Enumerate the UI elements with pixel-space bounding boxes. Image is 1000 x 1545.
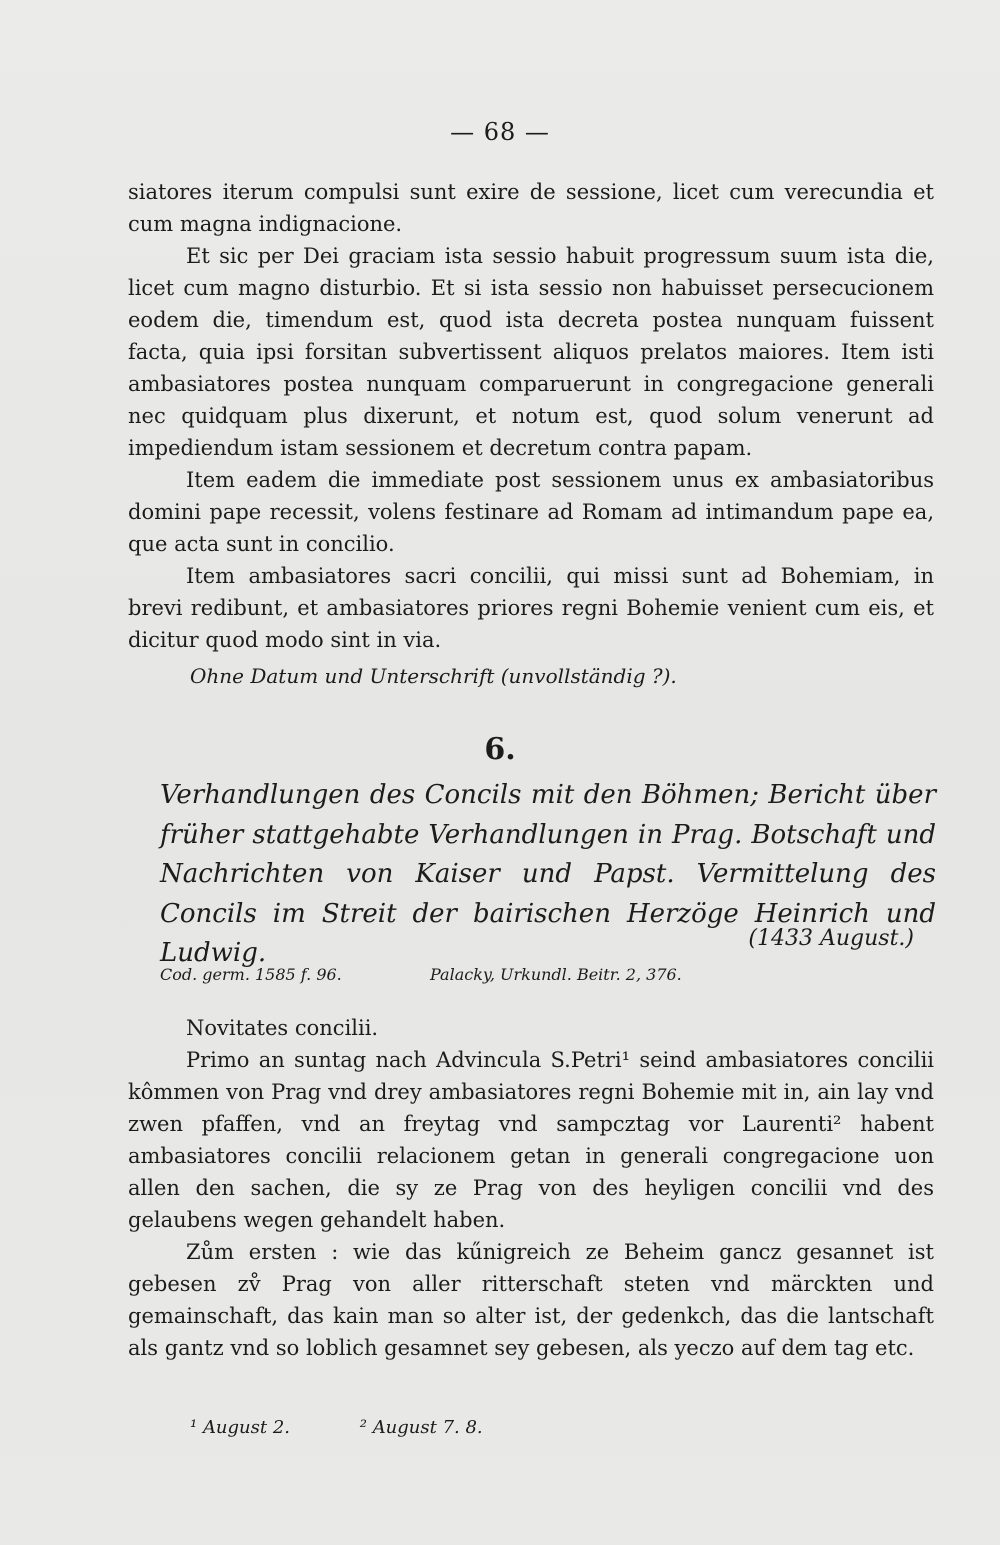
footnote-2: ² August 7. 8. [359, 1417, 483, 1438]
latin-paragraph-2: Et sic per Dei graciam ista sessio habuit progressum suum ista die, licet cum magno disturbio. Et si ista sessio non habuisset persecucionem eodem die, timendum est, quod ista decreta postea nunquam fuissent facta, quia ipsi forsitan subvertissent aliquos prelatos maiores. Item isti ambasiatores postea nunquam comparuerunt in congregacione generali nec quidquam plus dixerunt, et notum est, quod solum venerunt ad impediendum istam sessionem et decretum contra papam. [128, 244, 934, 460]
latin-paragraph-3: Item eadem die immediate post sessionem unus ex ambasiatoribus domini pape recessit, volens festinare ad Romam ad intimandum pape ea, que acta sunt in concilio. [128, 468, 934, 556]
document-note: Ohne Datum und Unterschrift (unvollständig ?). [190, 664, 677, 688]
section-number: 6. [484, 732, 516, 767]
section-heading: Verhandlungen des Concils mit den Böhmen; Bericht über früher stattgehabte Verhandlungen in Prag. Botschaft und Nachrichten von Kaiser und Papst. Vermittelung des Concils im Streit der bairischen Herzöge Heinrich und Ludwig. [160, 780, 936, 968]
latin-text-block [128, 176, 934, 656]
page-number: — 68 — [450, 118, 550, 146]
source-citation-palacky: Palacky, Urkundl. Beitr. 2, 376. [430, 965, 682, 984]
german-paragraph-title: Novitates concilii. [186, 1016, 379, 1040]
footnote-1: ¹ August 2. [190, 1417, 291, 1438]
footnotes [190, 1417, 483, 1438]
german-paragraph-2: Zům ersten : wie das kűnigreich ze Beheim gancz gesannet ist gebesen zv̊ Prag von aller ritterschaft steten vnd märckten und gemainschaft, das kain man so alter ist, der gedenkch, das die lantschaft als gantz vnd so loblich gesamnet sey gebesen, als yeczo auf dem tag etc. [128, 1240, 934, 1360]
german-text-block [128, 1012, 934, 1364]
german-paragraph-1: Primo an suntag nach Advincula S.Petri¹ seind ambasiatores concilii kômmen von Prag vnd drey ambasiatores regni Bohemie mit in, ain lay vnd zwen pfaffen, vnd an freytag vnd sampcztag vor Laurenti² habent ambasiatores concilii relacionem getan in generali congregacione uon allen den sachen, die sy ze Prag von des heyligen concilii vnd des gelaubens wegen gehandelt haben. [128, 1048, 934, 1232]
latin-paragraph-4: Item ambasiatores sacri concilii, qui missi sunt ad Bohemiam, in brevi redibunt, et ambasiatores priores regni Bohemie venient cum eis, et dicitur quod modo sint in via. [128, 564, 934, 652]
latin-paragraph-1: siatores iterum compulsi sunt exire de sessione, licet cum verecundia et cum magna indignacione. [128, 180, 934, 236]
section-date: (1433 August.) [748, 926, 914, 951]
source-citation-codex: Cod. germ. 1585 f. 96. [160, 965, 342, 984]
